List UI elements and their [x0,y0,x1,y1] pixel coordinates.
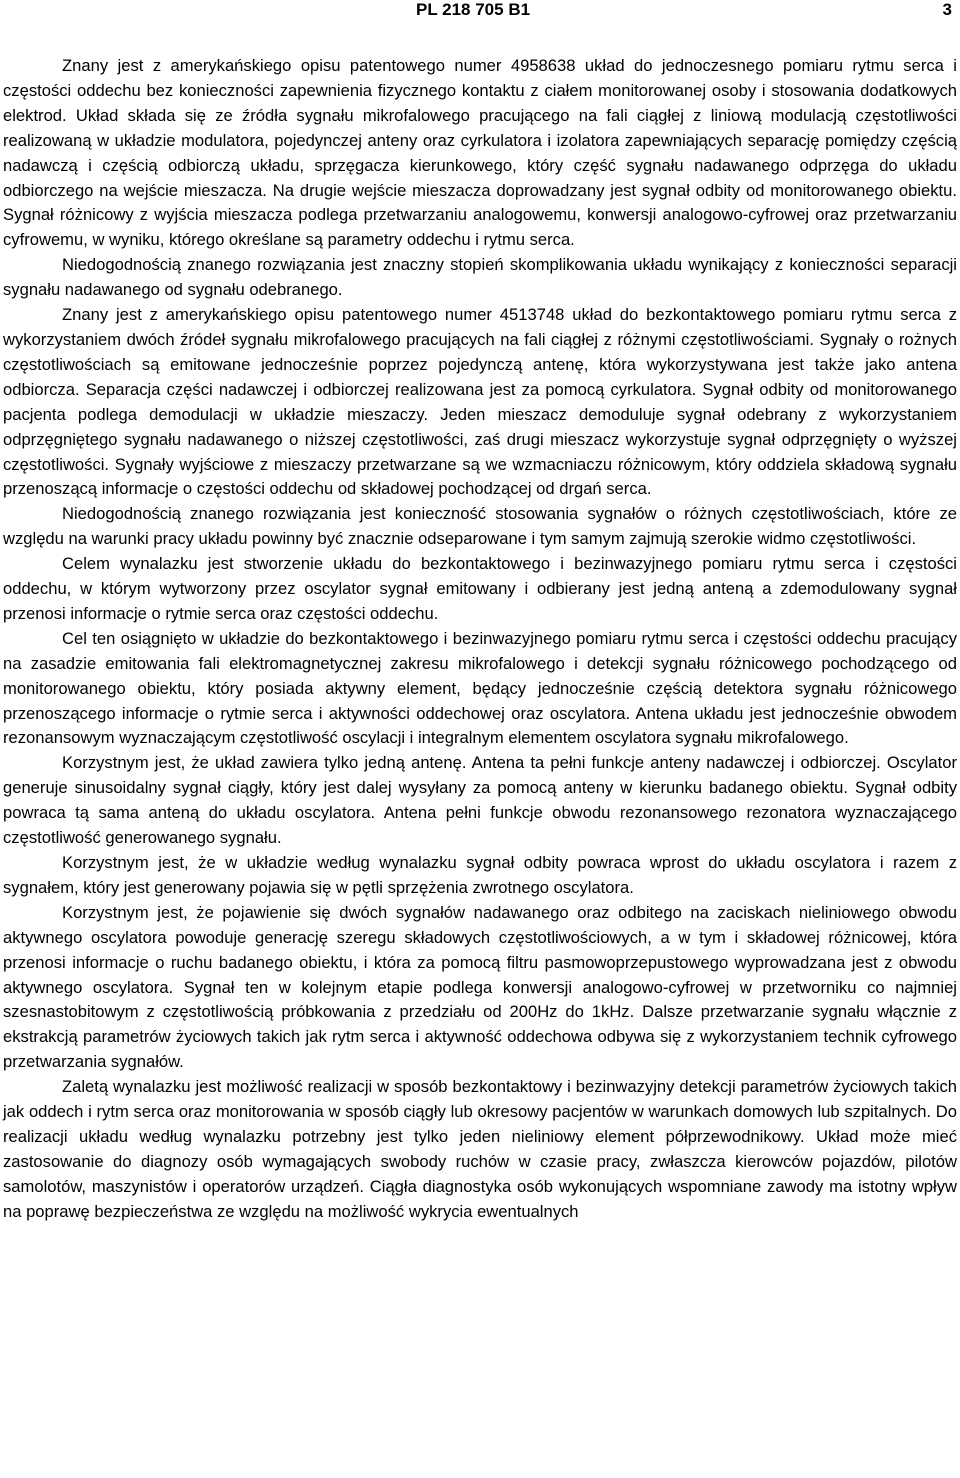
paragraph-2: Niedogodnością znanego rozwiązania jest znaczny stopień skomplikowania układu wynikający z konieczności separacji sygnału nadawanego od sygnału odebranego. [3,255,957,300]
paragraph-10: Zaletą wynalazku jest możliwość realizacji w sposób bezkontaktowy i bezinwazyjny detekcji parametrów życiowych takich jak oddech i rytm serca oraz monitorowania w sposób ciągły lub okresowy pacjentów w warunkach domowych lub szpitalnych. Do realizacji układu według wynalazku potrzebny jest tylko jeden nieliniowy element półprzewodnikowy. Układ może mieć zastosowanie do diagnozy osób wymagających swobody ruchów w czasie pracy, zwłaszcza kierowców pojazdów, pilotów samolotów, maszynistów i operatorów urządzeń. Ciągła diagnostyka osób wykonujących wspomniane zawody ma istotny wpływ na poprawę bezpieczeństwa ze względu na możliwość wykrycia ewentualnych [3,1077,957,1221]
paragraph-3: Znany jest z amerykańskiego opisu patentowego numer 4513748 układ do bezkontaktowego pomiaru rytmu serca z wykorzystaniem dwóch źródeł sygnału mikrofalowego pracujących na fali ciągłej z różnymi częstotliwościami. Sygnały o rożnych częstotliwościach są emitowane jednocześnie poprzez pojedynczą antenę, która wykorzystywana jest także jako antena odbiorcza. Separacja części nadawczej i odbiorczej realizowana jest za pomocą cyrkulatora. Sygnał odbity od monitorowanego pacjenta podlega demodulacji w układzie mieszaczy. Jeden mieszacz demoduluje sygnał odebrany z wykorzystaniem odprzęgniętego sygnału nadawanego o niższej częstotliwości, zaś drugi mieszacz wykorzystuje sygnał odprzęgnięty o wyższej częstotliwości. Sygnały wyjściowe z mieszaczy przetwarzane są we wzmacniaczu różnicowym, który oddziela składową sygnału przenoszącą informacje o częstości oddechu od składowej pochodzącej od drgań serca. [3,305,957,499]
paragraph-4: Niedogodnością znanego rozwiązania jest konieczność stosowania sygnałów o różnych częstotliwościach, które ze względu na warunki pracy układu powinny być znacznie odseparowane i tym samym zajmują szerokie widmo częstotliwości. [3,504,957,549]
document-id: PL 218 705 B1 [416,0,531,19]
body-text [3,54,957,1225]
paragraph-1: Znany jest z amerykańskiego opisu patentowego numer 4958638 układ do jednoczesnego pomiaru rytmu serca i częstości oddechu bez konieczności zapewnienia fizycznego kontaktu z ciałem monitorowanej osoby i stosowania dodatkowych elektrod. Układ składa się ze źródła sygnału mikrofalowego pracującego na fali ciągłej z liniową modulacją częstotliwości realizowaną w układzie modulatora, pojedynczej anteny oraz cyrkulatora i izolatora zapewniających separację pomiędzy częścią nadawczą i częścią odbiorczą układu, sprzęgacza kierunkowego, który część sygnału nadawanego odprzęga do układu odbiorczego na wejście mieszacza. Na drugie wejście mieszacza doprowadzany jest sygnał odbity od monitorowanego obiektu. Sygnał różnicowy z wyjścia mieszacza podlega przetwarzaniu analogowemu, konwersji analogowo-cyfrowej oraz przetwarzaniu cyfrowemu, w wyniku, którego określane są parametry oddechu i rytmu serca. [3,56,957,250]
paragraph-6: Cel ten osiągnięto w układzie do bezkontaktowego i bezinwazyjnego pomiaru rytmu serca i częstości oddechu pracujący na zasadzie emitowania fali elektromagnetycznej zakresu mikrofalowego i detekcji sygnału różnicowego pochodzącego od monitorowanego obiektu, który posiada aktywny element, będący jednocześnie częścią detektora sygnału różnicowego przenoszącego informacje o rytmie serca i aktywności oddechowej oraz oscylatora. Antena układu jest jednocześnie obwodem rezonansowym wyznaczającym częstotliwość oscylacji i integralnym elementem oscylatora sygnału mikrofalowego. [3,628,957,748]
paragraph-5: Celem wynalazku jest stworzenie układu do bezkontaktowego i bezinwazyjnego pomiaru rytmu serca i częstości oddechu, w którym wytworzony przez oscylator sygnał emitowany i odbierany jest jedną anteną a zdemodulowany sygnał przenosi informacje o rytmie serca oraz częstości oddechu. [3,554,957,623]
page-header [0,0,960,24]
paragraph-8: Korzystnym jest, że w układzie według wynalazku sygnał odbity powraca wprost do układu oscylatora i razem z sygnałem, który jest generowany pojawia się w pętli sprzężenia zwrotnego oscylatora. [3,853,957,897]
page-number: 3 [942,0,952,19]
paragraph-9: Korzystnym jest, że pojawienie się dwóch sygnałów nadawanego oraz odbitego na zaciskach nieliniowego obwodu aktywnego oscylatora powoduje generację szeregu składowych częstotliwościowych, a w tym i składowej różnicowej, która przenosi informacje o ruchu badanego obiektu, i która za pomocą filtru pasmowoprzepustowego wyprowadzana jest z obwodu aktywnego oscylatora. Sygnał ten w kolejnym etapie podlega konwersji analogowo-cyfrowej w przetworniku co najmniej szesnastobitowym z częstotliwością próbkowania z przedziału od 200Hz do 1kHz. Dalsze przetwarzanie sygnału włącznie z ekstrakcją parametrów życiowych takich jak rytm serca i aktywność oddechowa odbywa się z wykorzystaniem technik cyfrowego przetwarzania sygnałów. [3,902,957,1072]
paragraph-7: Korzystnym jest, że układ zawiera tylko jedną antenę. Antena ta pełni funkcje anteny nadawczej i odbiorczej. Oscylator generuje sinusoidalny sygnał ciągły, który jest dalej wysyłany za pomocą anteny w kierunku badanego obiektu. Sygnał odbity powraca tą sama anteną do układu oscylatora. Antena pełni funkcje obwodu rezonansowego rezonatora wyznaczającego częstotliwość generowanego sygnału. [3,753,957,848]
